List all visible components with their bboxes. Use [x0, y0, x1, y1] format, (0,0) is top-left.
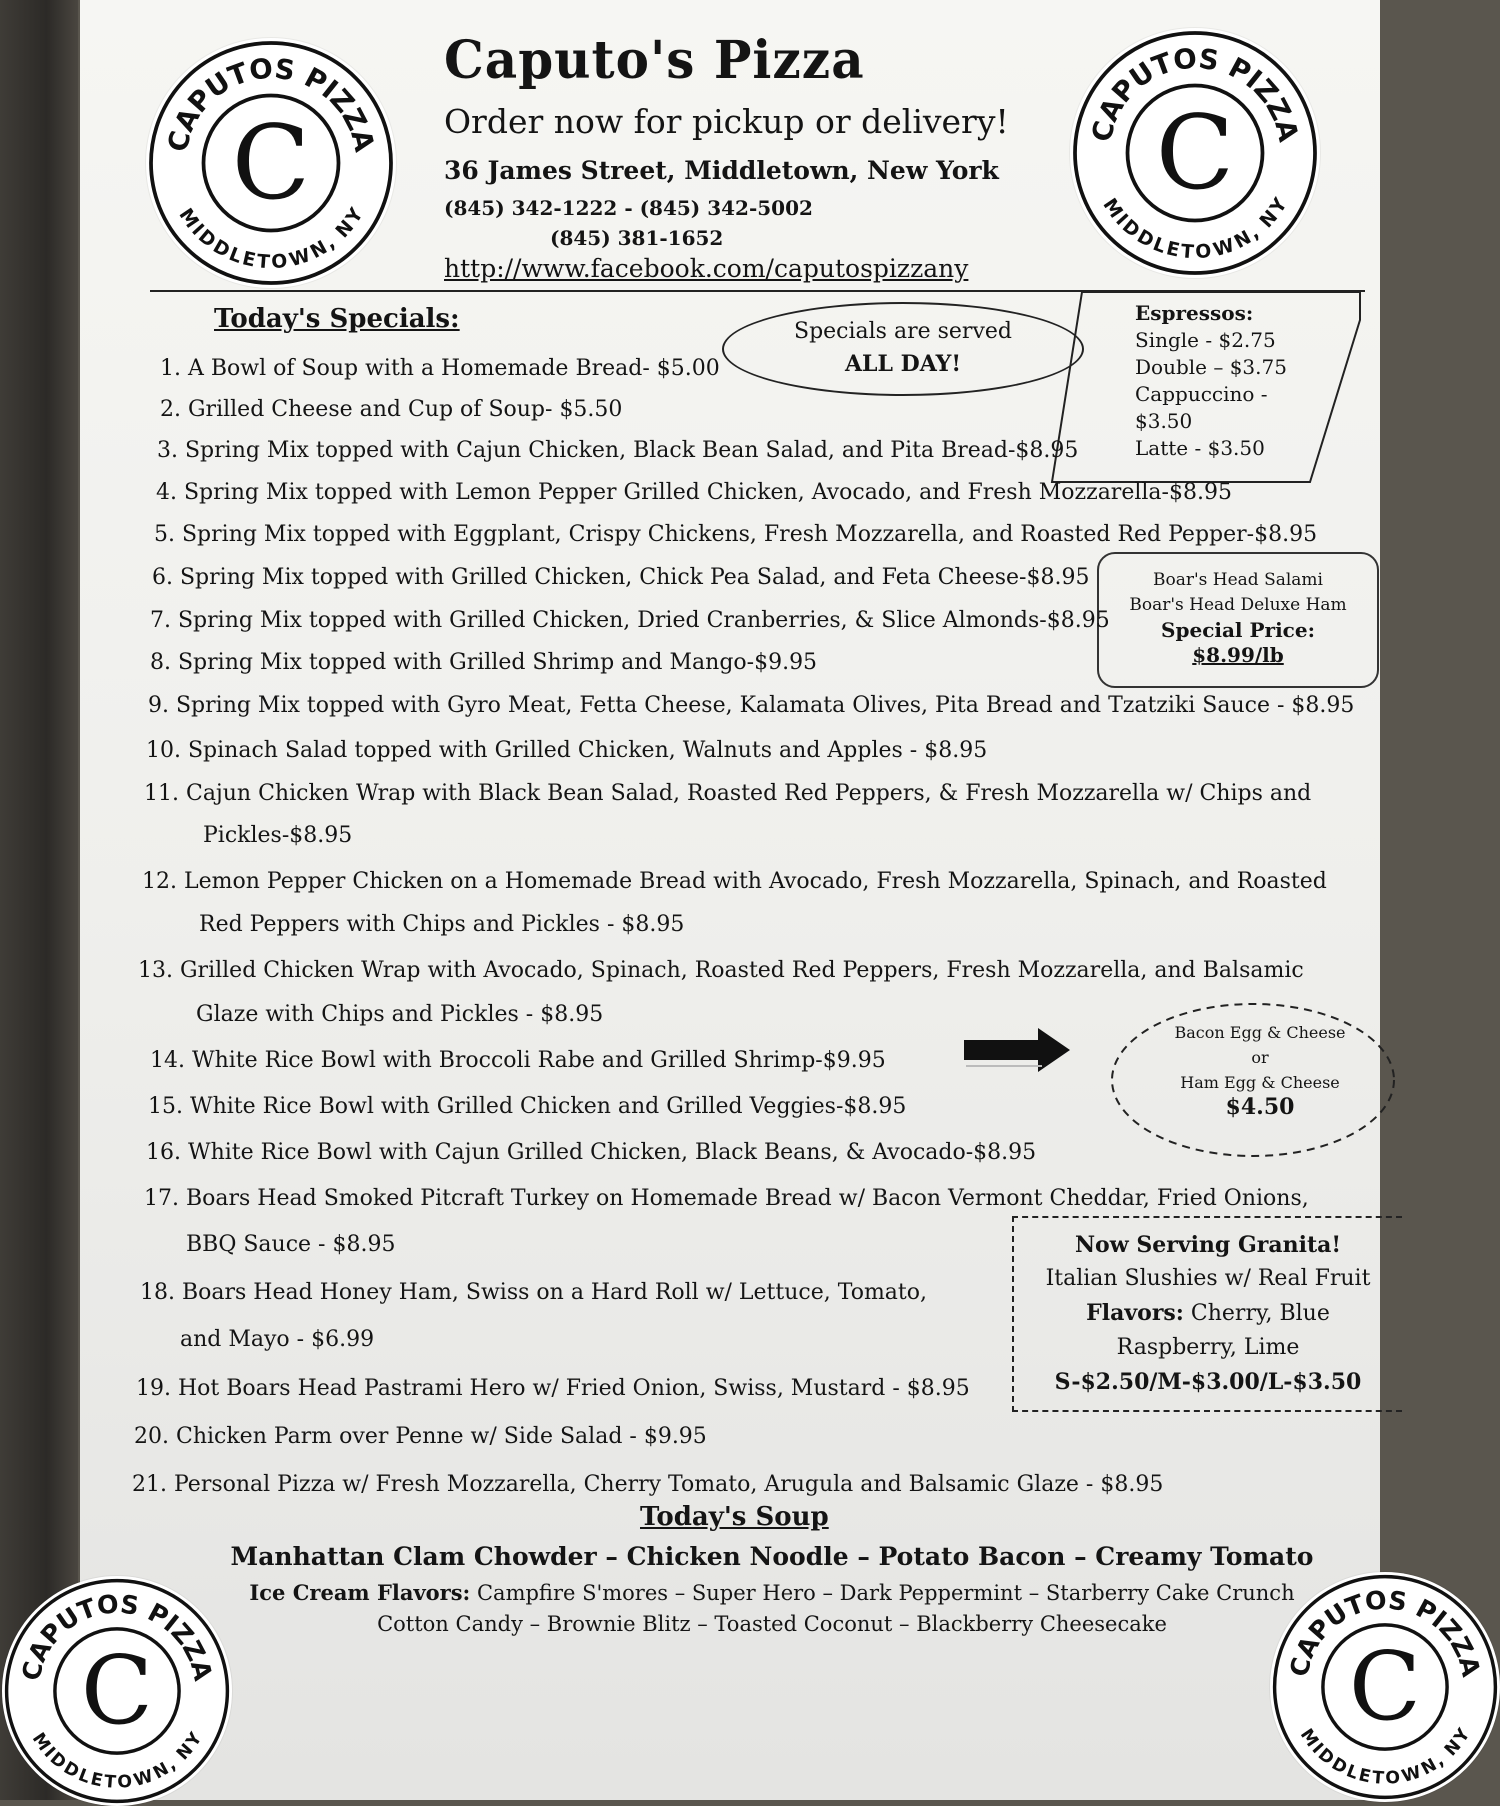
boars-head-special — [1097, 552, 1379, 688]
ice-cream-line1 — [80, 1580, 1380, 1605]
list-item: 19. Hot Boars Head Pastrami Hero w/ Fried Onion, Swiss, Mustard - $8.95 — [136, 1376, 970, 1401]
espresso-single: Single - $2.75 — [1135, 328, 1276, 352]
breakfast-price: $4.50 — [1225, 1094, 1295, 1120]
logo-bottom-text: MIDDLETOWN, NY — [1098, 194, 1292, 264]
list-item: 4. Spring Mix topped with Lemon Pepper Grilled Chicken, Avocado, and Fresh Mozzarella-$8.95 — [156, 480, 1232, 505]
granita-title: Now Serving Granita! — [1074, 1232, 1342, 1258]
logo-letter: C — [80, 1636, 154, 1747]
logo-letter: C — [1348, 1632, 1422, 1743]
caputos-seal-icon — [1270, 1572, 1500, 1802]
ice-cream-flavors-2: Cotton Candy – Brownie Blitz – Toasted Coconut – Blackberry Cheesecake — [377, 1612, 1167, 1636]
list-item: Pickles-$8.95 — [203, 823, 353, 848]
logo-top-text: CAPUTOS PIZZA — [1284, 1585, 1486, 1680]
logo-top-right — [1070, 28, 1320, 278]
list-item: 17. Boars Head Smoked Pitcraft Turkey on Homemade Bread w/ Bacon Vermont Cheddar, Fried Onions, — [144, 1186, 1309, 1211]
list-item: 7. Spring Mix topped with Grilled Chicken, Dried Cranberries, & Slice Almonds-$8.95 — [150, 608, 1110, 633]
logo-bottom-text: MIDDLETOWN, NY — [1295, 1725, 1475, 1789]
granita-info — [1038, 1228, 1378, 1399]
phone-number-3: (845) 381-1652 — [550, 226, 724, 250]
list-item: Red Peppers with Chips and Pickles - $8.95 — [199, 912, 685, 937]
espresso-double: Double – $3.75 — [1135, 355, 1287, 379]
list-item: Glaze with Chips and Pickles - $8.95 — [196, 1002, 604, 1027]
list-item: 8. Spring Mix topped with Grilled Shrimp and Mango-$9.95 — [150, 650, 818, 675]
granita-flavors-label: Flavors: — [1086, 1300, 1184, 1326]
list-item: 11. Cajun Chicken Wrap with Black Bean Salad, Roasted Red Peppers, & Fresh Mozzarella w/ Chips and — [144, 781, 1312, 806]
list-item: 10. Spinach Salad topped with Grilled Chicken, Walnuts and Apples - $8.95 — [146, 738, 988, 763]
granita-flavors-2: Raspberry, Lime — [1116, 1335, 1300, 1360]
breakfast-special — [1160, 1020, 1360, 1120]
ice-cream-label: Ice Cream Flavors: — [249, 1580, 471, 1605]
logo-top-left — [146, 38, 396, 288]
granita-sub: Italian Slushies w/ Real Fruit — [1045, 1266, 1371, 1291]
list-item: 12. Lemon Pepper Chicken on a Homemade Bread with Avocado, Fresh Mozzarella, Spinach, and Roasted — [142, 869, 1327, 894]
list-item: 20. Chicken Parm over Penne w/ Side Salad - $9.95 — [134, 1424, 707, 1449]
list-item: 15. White Rice Bowl with Grilled Chicken and Grilled Veggies-$8.95 — [148, 1094, 907, 1119]
espresso-latte: Latte - $3.50 — [1135, 436, 1265, 460]
boars-head-line1: Boar's Head Salami — [1152, 570, 1323, 590]
list-item: 9. Spring Mix topped with Gyro Meat, Fetta Cheese, Kalamata Olives, Pita Bread and Tzatziki Sauce - $8.95 — [148, 693, 1355, 718]
list-item: and Mayo - $6.99 — [180, 1327, 375, 1352]
list-item: BBQ Sauce - $8.95 — [186, 1232, 396, 1257]
specials-title: Today's Specials: — [214, 304, 460, 334]
menu-board-edge — [0, 0, 78, 1800]
restaurant-title: Caputo's Pizza — [444, 28, 865, 91]
soup-list: Manhattan Clam Chowder – Chicken Noodle – Potato Bacon – Creamy Tomato — [230, 1542, 1314, 1571]
list-item: 16. White Rice Bowl with Cajun Grilled Chicken, Black Beans, & Avocado-$8.95 — [146, 1140, 1037, 1165]
espresso-cappuccino-price: $3.50 — [1135, 409, 1193, 433]
logo-bottom-text: MIDDLETOWN, NY — [27, 1729, 207, 1793]
granita-flavors — [1038, 1296, 1378, 1331]
espresso-cappuccino: Cappuccino - — [1135, 382, 1268, 406]
breakfast-line2: or — [1251, 1048, 1269, 1067]
logo-bottom-text: MIDDLETOWN, NY — [174, 204, 368, 274]
logo-bottom-right — [1270, 1572, 1500, 1802]
caputos-seal-icon — [1070, 28, 1320, 278]
tagline: Order now for pickup or delivery! — [444, 102, 1009, 141]
logo-top-text: CAPUTOS PIZZA — [1085, 42, 1305, 145]
breakfast-line3: Ham Egg & Cheese — [1180, 1073, 1340, 1092]
logo-top-text: CAPUTOS PIZZA — [16, 1589, 218, 1684]
all-day-line1: Specials are served — [794, 319, 1012, 344]
all-day-badge — [722, 302, 1084, 396]
breakfast-line1: Bacon Egg & Cheese — [1174, 1023, 1346, 1042]
espresso-title: Espressos: — [1135, 301, 1254, 325]
ice-cream-flavors-1: Campfire S'mores – Super Hero – Dark Peppermint – Starberry Cake Crunch — [470, 1581, 1295, 1605]
list-item: 5. Spring Mix topped with Eggplant, Crispy Chickens, Fresh Mozzarella, and Roasted Red Pepper-$8.95 — [154, 522, 1318, 547]
logo-top-text: CAPUTOS PIZZA — [161, 52, 381, 155]
arrow-right-icon — [960, 1026, 1080, 1076]
granita-sizes: S-$2.50/M-$3.00/L-$3.50 — [1054, 1369, 1362, 1395]
all-day-line2: ALL DAY! — [844, 351, 962, 377]
espresso-list — [1135, 300, 1287, 462]
logo-bottom-left — [2, 1576, 232, 1806]
list-item: 2. Grilled Cheese and Cup of Soup- $5.50 — [160, 397, 623, 422]
logo-letter: C — [1155, 94, 1235, 213]
facebook-link[interactable]: http://www.facebook.com/caputospizzany — [444, 254, 969, 283]
boars-head-special-label: Special Price: — [1161, 618, 1315, 642]
menu-sheet — [16, 0, 1486, 1800]
logo-letter: C — [231, 104, 311, 223]
list-item: 3. Spring Mix topped with Cajun Chicken, Black Bean Salad, and Pita Bread-$8.95 — [157, 438, 1079, 463]
boars-head-price: $8.99/lb — [1192, 643, 1284, 667]
granita-flavors-1: Cherry, Blue — [1183, 1301, 1330, 1326]
caputos-seal-icon — [2, 1576, 232, 1806]
soup-title: Today's Soup — [640, 1502, 829, 1532]
caputos-seal-icon — [146, 38, 396, 288]
boars-head-line2: Boar's Head Deluxe Ham — [1129, 595, 1347, 615]
list-item: 6. Spring Mix topped with Grilled Chicken, Chick Pea Salad, and Feta Cheese-$8.95 — [152, 565, 1090, 590]
address: 36 James Street, Middletown, New York — [444, 156, 999, 185]
list-item: 14. White Rice Bowl with Broccoli Rabe and Grilled Shrimp-$9.95 — [150, 1048, 886, 1073]
list-item: 1. A Bowl of Soup with a Homemade Bread- $5.00 — [160, 356, 720, 381]
list-item: 13. Grilled Chicken Wrap with Avocado, Spinach, Roasted Red Peppers, Fresh Mozzarella, and Balsamic — [138, 958, 1304, 983]
phone-numbers: (845) 342-1222 - (845) 342-5002 — [444, 196, 813, 220]
list-item: 18. Boars Head Honey Ham, Swiss on a Hard Roll w/ Lettuce, Tomato, — [140, 1280, 928, 1305]
list-item: 21. Personal Pizza w/ Fresh Mozzarella, Cherry Tomato, Arugula and Balsamic Glaze - $8.95 — [132, 1472, 1164, 1497]
